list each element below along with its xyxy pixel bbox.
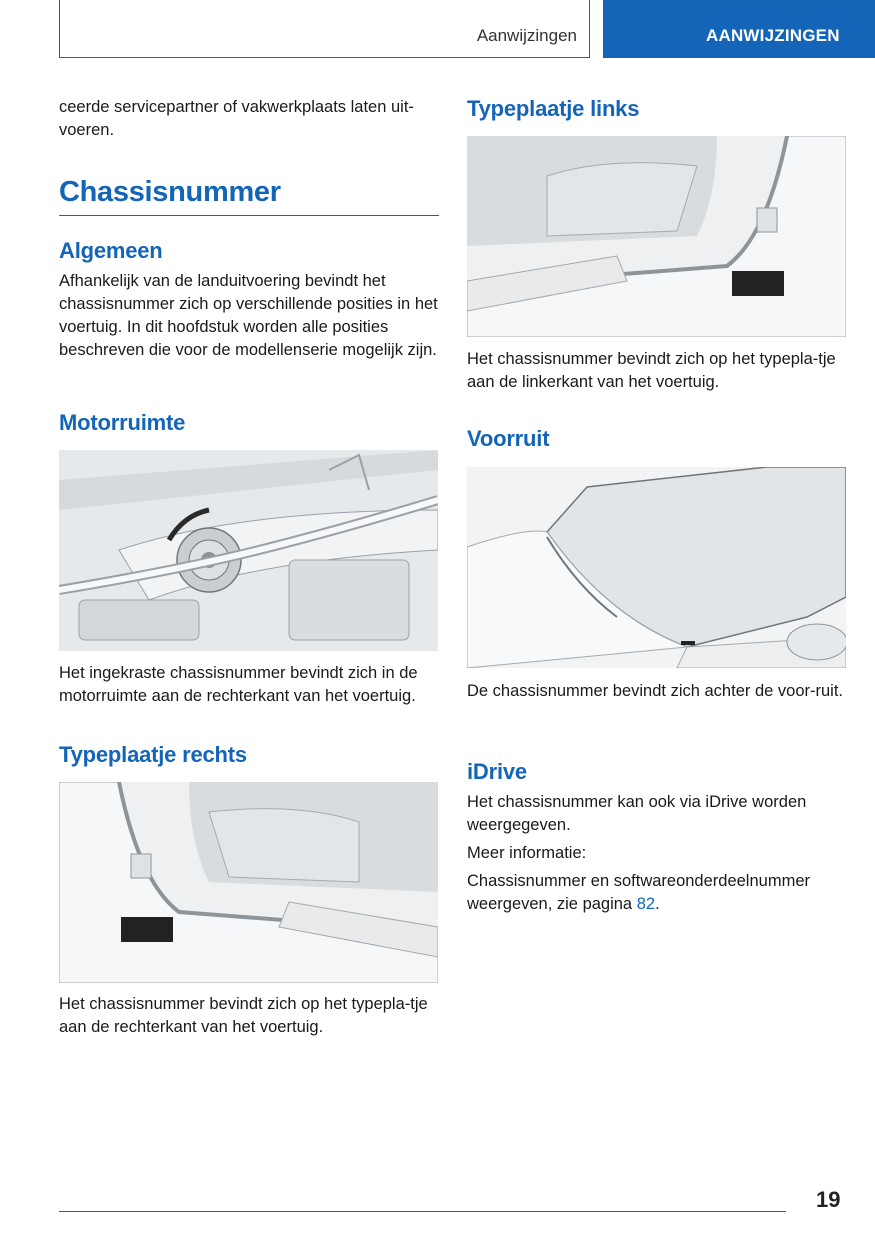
- section-title-voorruit: Voorruit: [467, 426, 550, 451]
- footer-divider: [59, 1211, 786, 1212]
- caption-motorruimte: Het ingekraste chassisnummer bevindt zich in de motorruimte aan de rechterkant van het voertuig.: [59, 664, 418, 705]
- algemeen-text: Afhankelijk van de landuitvoering bevindt het chassisnummer zich op verschillende posities in het voertuig. In dit hoofdstuk worden alle posities beschreven die voor de modellenserie mogelijk zijn.: [59, 272, 438, 359]
- right-door-sill-illustration: [59, 782, 438, 983]
- idrive-text: Het chassisnummer kan ook via iDrive worden weergegeven.: [467, 793, 807, 834]
- idrive-more-info: Meer informatie:: [467, 844, 587, 862]
- section-tab[interactable]: AANWIJZINGEN: [603, 0, 875, 58]
- left-door-sill-illustration: [467, 136, 846, 337]
- header-box: [59, 0, 590, 58]
- engine-bay-illustration: [59, 450, 438, 651]
- section-title-algemeen: Algemeen: [59, 238, 163, 263]
- chapter-heading-block: [59, 176, 439, 216]
- caption-typeplaatje-links: Het chassisnummer bevindt zich op het typepla-tje aan de linkerkant van het voertuig.: [467, 350, 836, 391]
- idrive-reference: Chassisnummer en softwareonderdeelnummer weergeven, zie pagina 82.: [467, 872, 810, 913]
- windshield-illustration: [467, 467, 846, 668]
- chapter-title: Chassisnummer: [59, 176, 439, 216]
- section-title-motorruimte: Motorruimte: [59, 410, 186, 435]
- intro-paragraph: ceerde servicepartner of vakwerkplaats laten uit-voeren.: [59, 98, 414, 139]
- section-algemeen: [59, 238, 439, 362]
- section-voorruit: [467, 426, 847, 452]
- section-typeplaatje-rechts: [59, 742, 439, 768]
- section-typeplaatje-links: [467, 96, 847, 122]
- section-title-typeplaatje-rechts: Typeplaatje rechts: [59, 742, 247, 767]
- section-motorruimte: [59, 410, 439, 436]
- section-idrive: [467, 759, 847, 916]
- page-number: 19: [816, 1187, 841, 1212]
- page-link[interactable]: 82: [636, 895, 656, 913]
- section-title-idrive: iDrive: [467, 759, 527, 784]
- section-title-typeplaatje-links: Typeplaatje links: [467, 96, 640, 121]
- caption-voorruit: De chassisnummer bevindt zich achter de voor-ruit.: [467, 682, 843, 700]
- section-title: Aanwijzingen: [476, 26, 577, 45]
- caption-typeplaatje-rechts: Het chassisnummer bevindt zich op het typepla-tje aan de rechterkant van het voertuig.: [59, 995, 428, 1036]
